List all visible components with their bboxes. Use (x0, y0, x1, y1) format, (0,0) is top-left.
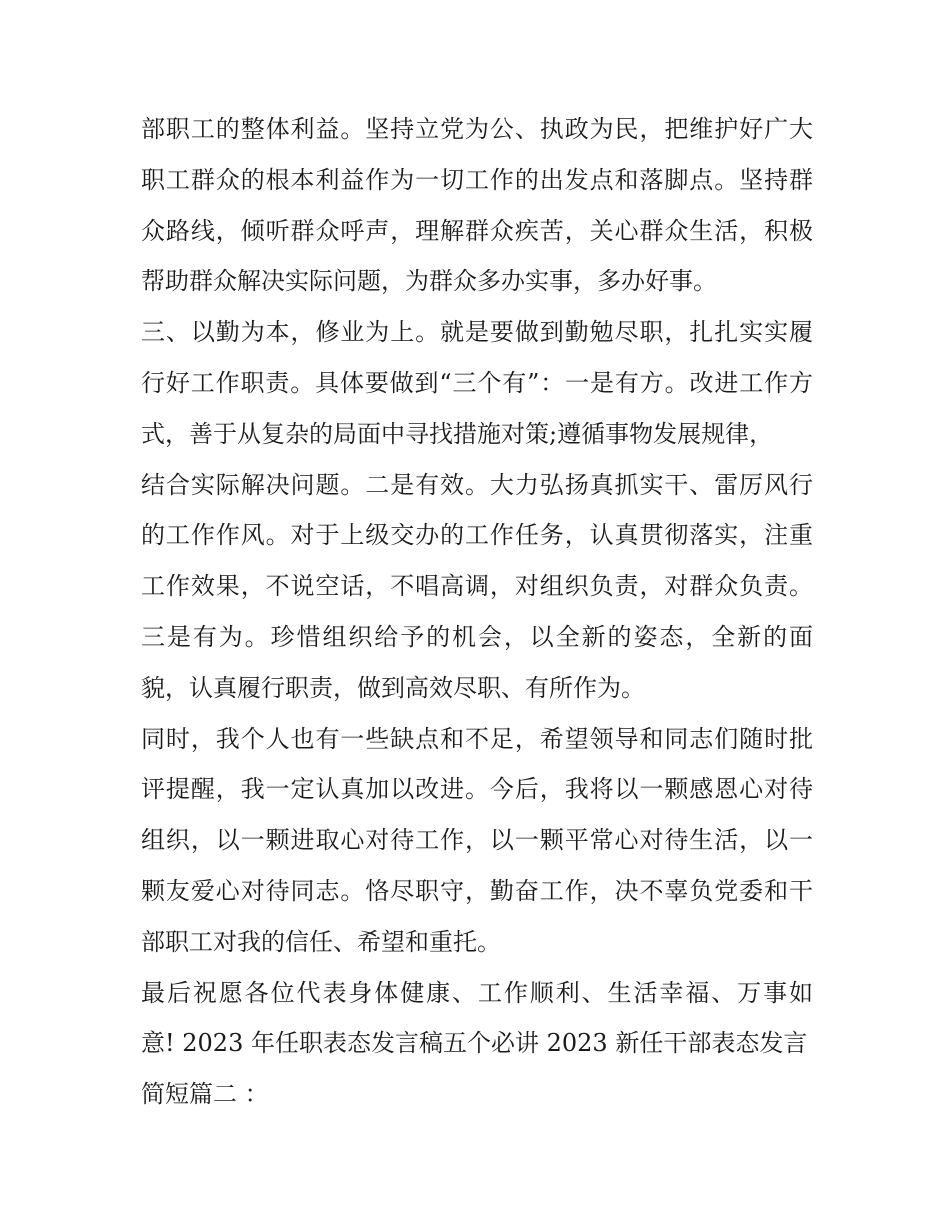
text-line: 三、以勤为本，修业为上。就是要做到勤勉尽职，扎扎实实履 (141, 318, 813, 347)
text-line: 貌，认真履行职责，做到高效尽职、有所作为。 (141, 673, 645, 702)
text-line: 行好工作职责。具体要做到“三个有”：一是有方。改进工作方 (141, 368, 813, 397)
text-line: 简短篇二 ： (141, 1080, 269, 1109)
text-line: 组织，以一颗进取心对待工作，以一颗平常心对待生活，以一 (141, 826, 813, 855)
text-line: 的工作作风。对于上级交办的工作任务，认真贯彻落实，注重 (141, 521, 813, 550)
text-line: 式，善于从复杂的局面中寻找措施对策;遵循事物发展规律， (141, 419, 774, 448)
text-line: 部职工对我的信任、希望和重托。 (141, 927, 501, 956)
text-line: 评提醒，我一定认真加以改进。今后，我将以一颗感恩心对待 (141, 775, 813, 804)
text-line: 颗友爱心对待同志。恪尽职守，勤奋工作，决不辜负党委和干 (141, 876, 813, 905)
text-line: 三是有为。珍惜组织给予的机会，以全新的姿态，全新的面 (141, 622, 813, 651)
text-line: 同时，我个人也有一些缺点和不足，希望领导和同志们随时批 (141, 724, 813, 753)
document-body (141, 104, 813, 1120)
text-line: 部职工的整体利益。坚持立党为公、执政为民，把维护好广大 (141, 115, 813, 143)
text-line: 帮助群众解决实际问题，为群众多办实事，多办好事。 (141, 267, 717, 296)
text-line: 工作效果，不说空话，不唱高调，对组织负责，对群众负责。 (141, 572, 813, 601)
text-line: 众路线，倾听群众呼声，理解群众疾苦，关心群众生活，积极 (141, 216, 813, 245)
text-line: 职工群众的根本利益作为一切工作的出发点和落脚点。坚持群 (141, 165, 813, 194)
text-line: 最后祝愿各位代表身体健康、工作顺利、生活幸福、万事如 (141, 978, 813, 1007)
text-line: 结合实际解决问题。二是有效。大力弘扬真抓实干、雷厉风行 (141, 470, 813, 499)
text-line: 意! 2023 年任职表态发言稿五个必讲 2023 新任干部表态发言 (141, 1029, 808, 1058)
